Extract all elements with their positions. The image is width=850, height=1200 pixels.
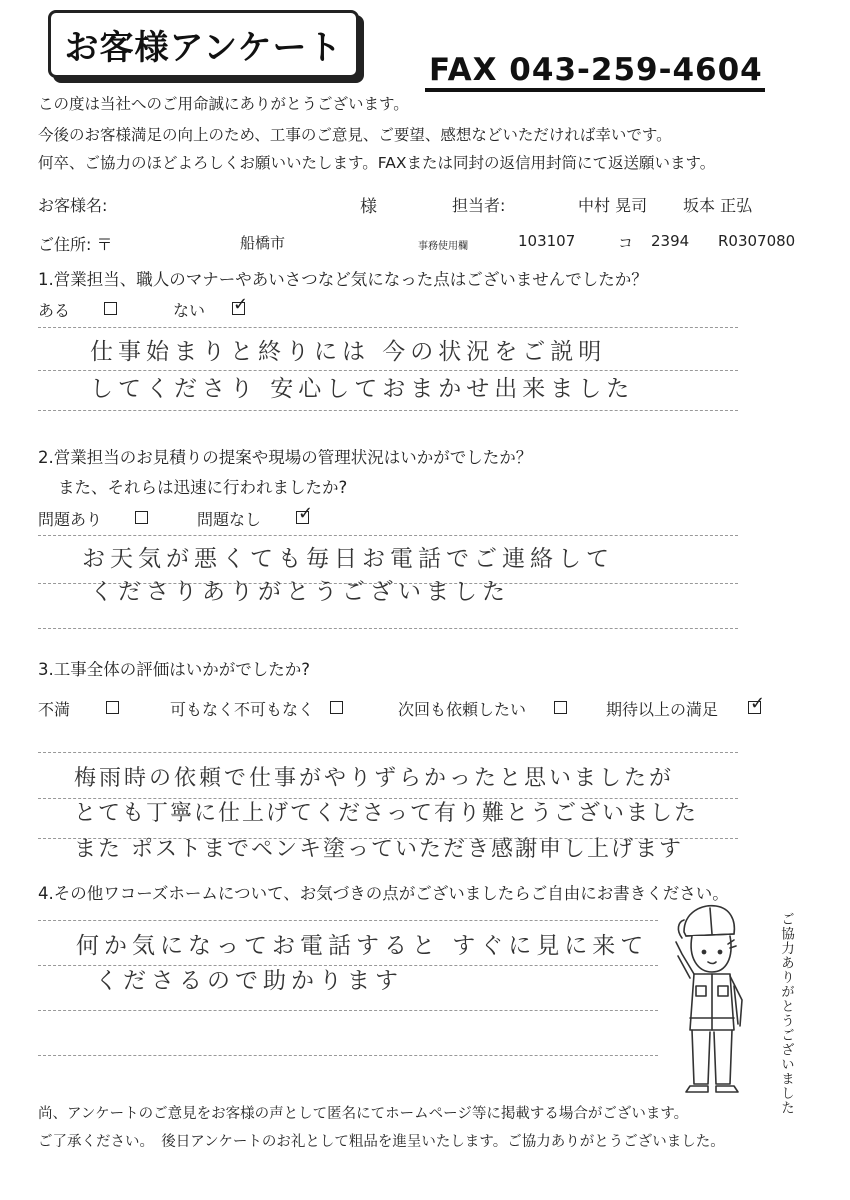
answer-rule: [38, 327, 738, 328]
q2-answer-line-1: お天気が悪くても毎日お電話でご連絡して: [82, 546, 614, 572]
side-thanks-vertical-text: ご協力ありがとうございました: [778, 912, 794, 1115]
answer-rule: [38, 1010, 658, 1011]
footer-line-2: ご了承ください。 後日アンケートのお礼として粗品を進呈いたします。ご協力ありがとうございました。: [38, 1134, 725, 1150]
q3-option-kamonaku-checkbox[interactable]: [330, 701, 343, 714]
answer-rule: [38, 410, 738, 411]
intro-line-3: 何卒、ご協力のほどよろしくお願いいたします。FAXまたは同封の返信用封筒にて返送願います。: [38, 154, 716, 172]
office-code-4: R0307080: [718, 232, 796, 250]
q2-option-mondai-nashi-label: 問題なし: [197, 510, 262, 529]
q1-option-aru-checkbox[interactable]: [104, 302, 117, 315]
honorific: 様: [360, 197, 377, 217]
q3-option-fuman-checkbox[interactable]: [106, 701, 119, 714]
survey-title: お客様アンケート: [64, 27, 343, 68]
q2-question-line-2: また、それらは迅速に行われましたか?: [58, 478, 348, 497]
address-city: 船橋市: [240, 234, 286, 252]
q4-question: 4.その他ワコーズホームについて、お気づきの点がございましたらご自由にお書きください。: [38, 884, 729, 903]
staff-name-1: 中村 晃司: [578, 196, 648, 215]
q3-checkmark-icon: ✓: [750, 693, 766, 714]
q2-checkmark-icon: ✓: [298, 503, 314, 524]
q2-question: 2.営業担当のお見積りの提案や現場の管理状況はいかがでしたか？: [38, 448, 533, 467]
q3-answer-line-1: 梅雨時の依頼で仕事がやりずらかったと思いましたが: [74, 766, 675, 791]
intro-line-2: 今後のお客様満足の向上のため、工事のご意見、ご要望、感想などいただければ幸いです。: [38, 126, 672, 144]
answer-rule: [38, 920, 658, 921]
q1-option-aru-label: ある: [38, 301, 71, 320]
staff-name-2: 坂本 正弘: [683, 196, 753, 215]
answer-rule: [38, 628, 738, 629]
fax-number: FAX 043-259-4604: [425, 52, 765, 92]
intro-line-1: この度は当社へのご用命誠にありがとうございます。: [38, 95, 409, 113]
q3-question: 3.工事全体の評価はいかがでしたか?: [38, 660, 311, 679]
q2-option-mondai-ari-label: 問題あり: [38, 510, 103, 529]
q1-answer-line-2: してくださり 安心しておまかせ出来ました: [90, 376, 635, 402]
office-code-2: コ: [618, 234, 634, 252]
q1-answer-line-1: 仕事始まりと終りには 今の状況をご説明: [90, 339, 607, 365]
q4-answer-line-2: くださるので助かります: [95, 968, 403, 994]
address-label: ご住所: 〒: [38, 235, 113, 254]
q1-question: 1.営業担当、職人のマナーやあいさつなど気になった点はございませんでしたか？: [38, 270, 648, 289]
q3-answer-line-2: とても丁寧に仕上げてくださって有り難とうございました: [74, 801, 699, 826]
q3-option-fuman-label: 不満: [38, 700, 71, 719]
q3-option-kamonaku-label: 可もなく不可もなく: [170, 700, 315, 719]
office-use-label: 事務使用欄: [418, 241, 468, 252]
q2-answer-line-2: くださりありがとうございました: [90, 579, 510, 605]
worker-mascot-illustration: [664, 900, 760, 1100]
answer-rule: [38, 752, 738, 753]
office-code-3: 2394: [651, 232, 690, 250]
customer-name-label: お客様名:: [38, 196, 108, 215]
footer-line-1: 尚、アンケートのご意見をお客様の声として匿名にてホームページ等に掲載する場合がございます。: [38, 1106, 689, 1122]
q4-answer-line-1: 何か気になってお電話すると すぐに見に来て: [76, 933, 649, 959]
staff-label: 担当者:: [452, 196, 506, 215]
q3-option-jikai-label: 次回も依頼したい: [398, 700, 527, 719]
answer-rule: [38, 1055, 658, 1056]
answer-rule: [38, 535, 738, 536]
q2-option-mondai-ari-checkbox[interactable]: [135, 511, 148, 524]
q3-answer-line-3: また ポストまでペンキ塗っていただき感謝申し上げます: [74, 837, 683, 862]
q1-checkmark-icon: ✓: [233, 294, 249, 315]
office-code-1: 103107: [518, 232, 576, 250]
q1-option-nai-label: ない: [173, 301, 206, 320]
q3-option-kitai-label: 期待以上の満足: [606, 700, 719, 719]
q3-option-jikai-checkbox[interactable]: [554, 701, 567, 714]
survey-title-box: [48, 10, 359, 78]
